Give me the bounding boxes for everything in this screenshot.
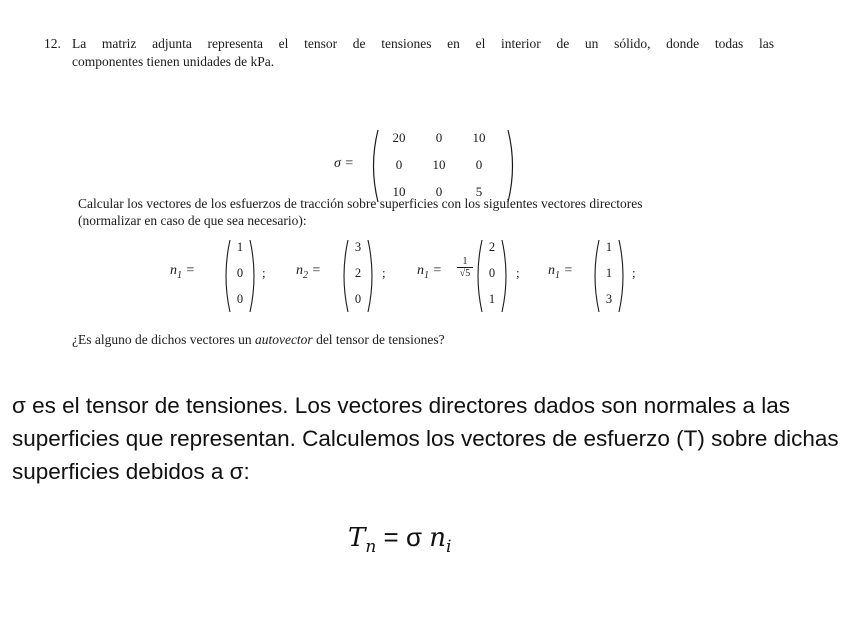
- vector-component: 0: [236, 292, 244, 306]
- normalization-coefficient: 1 √5: [457, 256, 473, 279]
- vector-label: $n_2$ =: [296, 263, 321, 281]
- direction-vector: [548, 232, 648, 312]
- vector-component: 1: [605, 266, 613, 280]
- vector-component: 2: [488, 240, 496, 254]
- formula-equals: =: [383, 522, 399, 552]
- direction-vector: [417, 232, 547, 312]
- vector-component: 0: [354, 292, 362, 306]
- matrix-cell: 0: [435, 130, 443, 145]
- formula-sigma: σ: [405, 522, 422, 552]
- vector-label: $n_1$ =: [548, 263, 573, 281]
- vector-component: 1: [236, 240, 244, 254]
- vector-component: 0: [236, 266, 244, 280]
- question: ¿Es alguno de dichos vectores un autovector del tensor de tensiones?: [72, 332, 445, 347]
- stress-tensor-matrix: [334, 126, 524, 206]
- explanation-text: σ es el tensor de tensiones. Los vectores directores dados son normales a las superficies que representan. Calculemos los vectores de esfuerzo (T) sobre dichas superficies debidos a σ:: [12, 393, 839, 484]
- matrix-cell: 0: [395, 157, 403, 172]
- direction-vector: [170, 232, 270, 312]
- formula-lhs: T: [348, 523, 366, 553]
- formula-rhs: n: [429, 523, 446, 553]
- instructions-line-2: (normalizar en caso de que sea necesario):: [78, 213, 307, 228]
- separator: ;: [262, 265, 266, 280]
- statement-line-1: La matriz adjunta representa el tensor de tensiones en el interior de un sólido, donde todas las: [72, 36, 774, 51]
- sigma-label: σ =: [334, 156, 354, 171]
- matrix-cell: 20: [392, 130, 406, 145]
- instructions-line-1: Calcular los vectores de los esfuerzos de tracción sobre superficies con los siguientes vectores directores: [78, 196, 643, 211]
- matrix-cell: 10: [472, 130, 486, 145]
- emphasis-autovector: autovector: [254, 332, 313, 347]
- direction-vector: [296, 232, 396, 312]
- vector-label: $n_1$ =: [170, 263, 195, 281]
- vector-component: 3: [605, 292, 613, 306]
- vector-component: 0: [488, 266, 496, 280]
- vector-component: 2: [354, 266, 362, 280]
- separator: ;: [632, 265, 636, 280]
- matrix-cell: 10: [432, 157, 446, 172]
- matrix-cell: 0: [435, 184, 443, 199]
- matrix-cell: 0: [475, 157, 483, 172]
- matrix-cell: 10: [392, 184, 406, 199]
- vector-component: 3: [354, 240, 362, 254]
- vector-label: $n_1$ =: [417, 263, 442, 281]
- separator: ;: [516, 265, 520, 280]
- statement-line-2: componentes tienen unidades de kPa.: [72, 54, 275, 69]
- left-paren: [374, 130, 379, 202]
- right-paren: [508, 130, 513, 202]
- vector-component: 1: [605, 240, 613, 254]
- separator: ;: [382, 265, 386, 280]
- problem-number: 12.: [44, 36, 61, 51]
- matrix-cell: 5: [475, 184, 483, 199]
- stress-vector-formula: $T_n = \sigma$ $n_i$: [348, 522, 452, 558]
- vector-component: 1: [488, 292, 496, 306]
